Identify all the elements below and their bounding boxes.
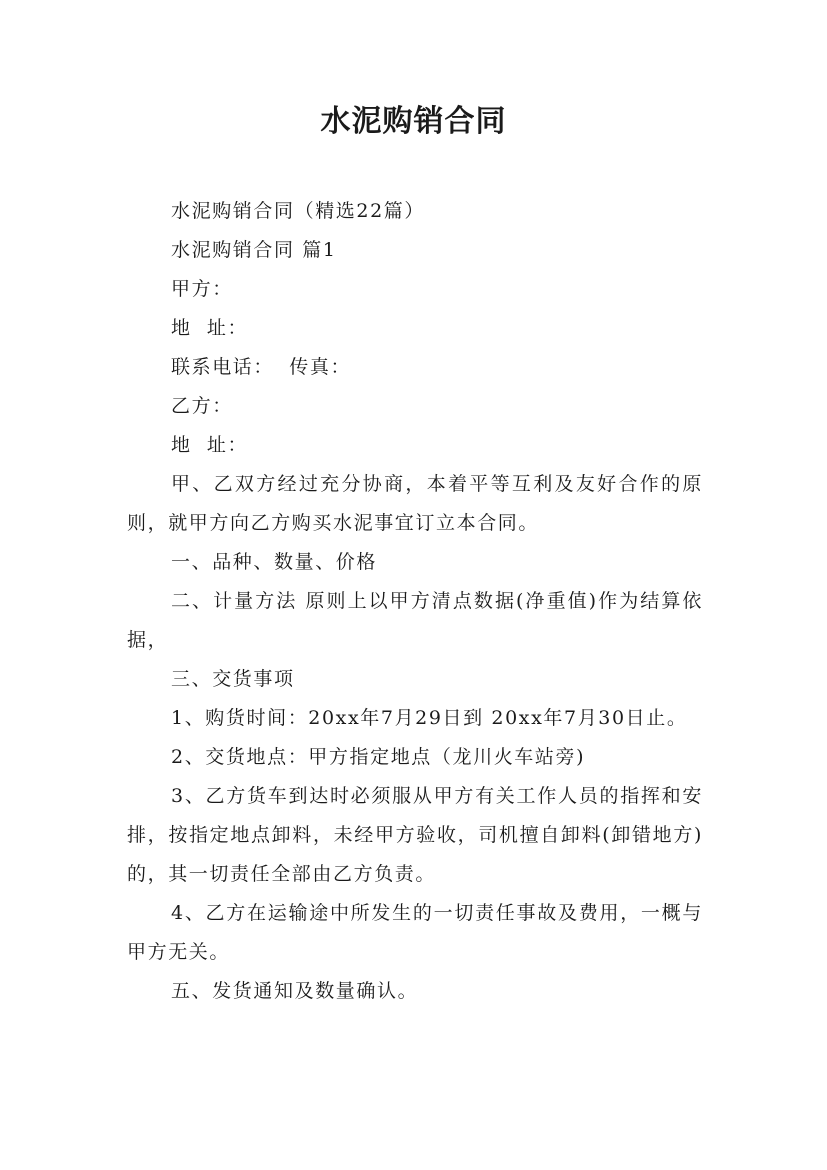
paragraph-clause-1: 一、品种、数量、价格 (171, 551, 378, 573)
paragraph-party-a-address: 地 址： (171, 317, 249, 339)
paragraph-contact: 联系电话： 传真： (171, 356, 352, 378)
paragraph-subtitle: 水泥购销合同（精选22篇） (171, 200, 425, 222)
paragraph-clause-5: 五、发货通知及数量确认。 (171, 980, 419, 1002)
paragraph-clause-3: 三、交货事项 (171, 668, 295, 690)
paragraph-item-4: 4、乙方在运输途中所发生的一切责任事故及费用，一概与甲方无关。 (127, 902, 703, 963)
paragraph-preamble: 甲、乙双方经过充分协商，本着平等互利及友好合作的原则，就甲方向乙方购买水泥事宜订立本合同。 (127, 473, 703, 534)
document-body (127, 192, 703, 1011)
document-title: 水泥购销合同 (320, 104, 507, 139)
paragraph-item-2: 2、交货地点：甲方指定地点（龙川火车站旁) (171, 746, 586, 768)
paragraph-section-heading: 水泥购销合同 篇1 (171, 239, 337, 261)
paragraph-party-b: 乙方： (171, 395, 233, 417)
paragraph-item-1: 1、购货时间：20xx年7月29日到 20xx年7月30日止。 (171, 707, 688, 729)
paragraph-party-a: 甲方： (171, 278, 233, 300)
paragraph-clause-2: 二、计量方法 原则上以甲方清点数据(净重值)作为结算依据， (127, 590, 703, 651)
paragraph-item-3: 3、乙方货车到达时必须服从甲方有关工作人员的指挥和安排，按指定地点卸料，未经甲方验收，司机擅自卸料(卸错地方)的，其一切责任全部由乙方负责。 (127, 785, 703, 885)
paragraph-party-b-address: 地 址： (171, 434, 249, 456)
